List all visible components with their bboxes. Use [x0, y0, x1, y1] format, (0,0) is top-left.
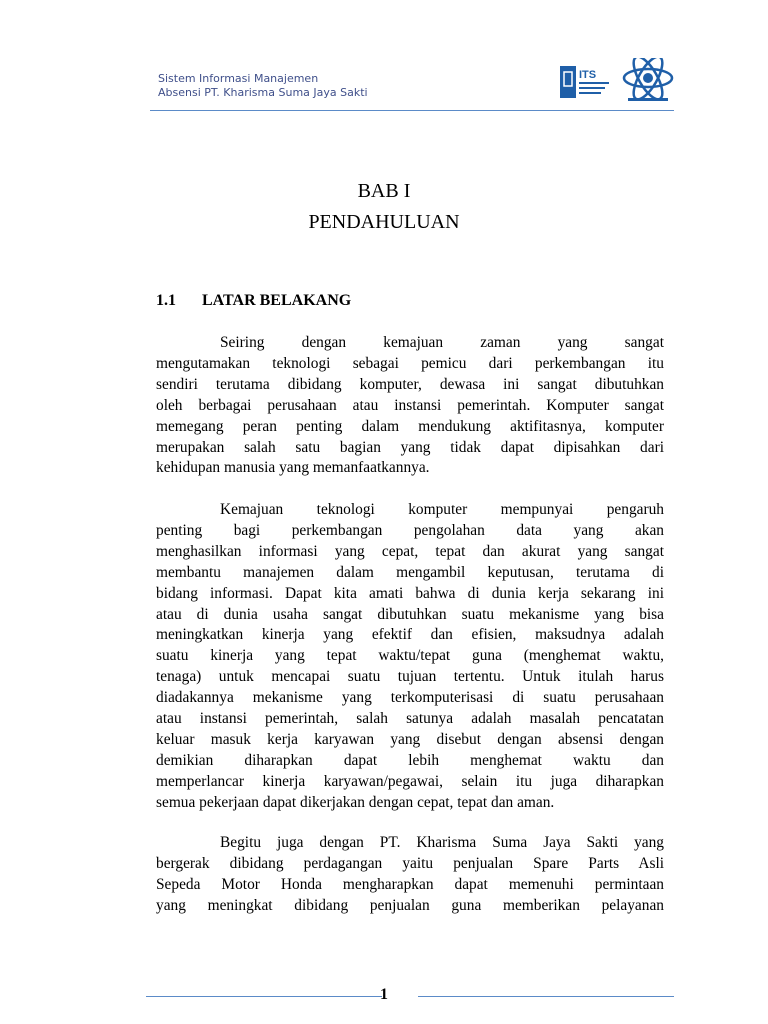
document-header [158, 72, 368, 100]
text-line: memegang peran penting dalam mendukung aktifitasnya, komputer [156, 417, 664, 435]
text-line: diadakannya mekanisme yang terkomputerisasi di suatu perusahaan [156, 689, 664, 707]
chapter-title: PENDAHULUAN [308, 211, 460, 233]
text-line: kehidupan manusia yang memanfaatkannya. [156, 459, 430, 477]
section-title: LATAR BELAKANG [202, 292, 352, 309]
text-line: semua pekerjaan dapat dikerjakan dengan cepat, tepat dan aman. [156, 793, 555, 811]
page-number: 1 [380, 986, 388, 1003]
header-line-1: Sistem Informasi Manajemen [158, 72, 319, 85]
atom-logo-icon [620, 58, 676, 106]
header-rule [150, 110, 674, 111]
text-line: suatu kinerja yang tepat waktu/tepat guna (menghemat waktu, [156, 647, 664, 665]
its-logo-icon [560, 64, 612, 100]
text-line: merupakan salah satu bagian yang tidak dapat dipisahkan dari [156, 438, 664, 456]
text-line: atau di dunia usaha sangat dibutuhkan suatu mekanisme yang bisa [156, 605, 664, 623]
text-line: penting bagi perkembangan pengolahan data yang akan [156, 521, 664, 539]
text-line: Begitu juga dengan PT. Kharisma Suma Jaya Sakti yang [220, 834, 664, 851]
text-line: tenaga) untuk mencapai suatu tujuan tertentu. Untuk itulah harus [156, 668, 664, 686]
text-line: meningkatkan kinerja yang efektif dan efisien, maksudnya adalah [156, 626, 664, 644]
text-line: sendiri terutama dibidang komputer, dewasa ini sangat dibutuhkan [156, 375, 664, 393]
text-line: Sepeda Motor Honda mengharapkan dapat memenuhi permintaan [156, 875, 664, 893]
paragraph-3 [156, 833, 664, 917]
paragraph-1 [156, 333, 664, 479]
text-line: atau instansi pemerintah, salah satunya adalah masalah pencatatan [156, 710, 664, 728]
paragraph-2 [156, 500, 664, 814]
text-line: bidang informasi. Dapat kita amati bahwa di dunia kerja sekarang ini [156, 584, 664, 602]
text-line: memperlancar kinerja karyawan/pegawai, selain itu juga diharapkan [156, 772, 664, 790]
footer-rule-right [418, 996, 674, 997]
text-line: Seiring dengan kemajuan zaman yang sangat [220, 334, 664, 351]
text-line: oleh berbagai perusahaan atau instansi pemerintah. Komputer sangat [156, 396, 664, 414]
chapter-label: BAB I [357, 180, 411, 202]
text-line: bergerak dibidang perdagangan yaitu penjualan Spare Parts Asli [156, 854, 664, 872]
section-number: 1.1 [156, 292, 176, 309]
section-heading [156, 292, 351, 310]
text-line: Kemajuan teknologi komputer mempunyai pengaruh [220, 501, 664, 518]
text-line: keluar masuk kerja karyawan yang disebut dengan absensi dengan [156, 730, 664, 748]
text-line: demikian diharapkan dapat lebih menghemat waktu dan [156, 751, 664, 769]
text-line: membantu manajemen dalam mengambil keputusan, terutama di [156, 563, 664, 581]
header-line-2: Absensi PT. Kharisma Suma Jaya Sakti [158, 86, 368, 99]
text-line: menghasilkan informasi yang cepat, tepat dan akurat yang sangat [156, 542, 664, 560]
text-line: mengutamakan teknologi sebagai pemicu dari perkembangan itu [156, 354, 664, 372]
text-line: yang meningkat dibidang penjualan guna memberikan pelayanan [156, 896, 664, 914]
its-logo-text: ITS [579, 69, 597, 81]
